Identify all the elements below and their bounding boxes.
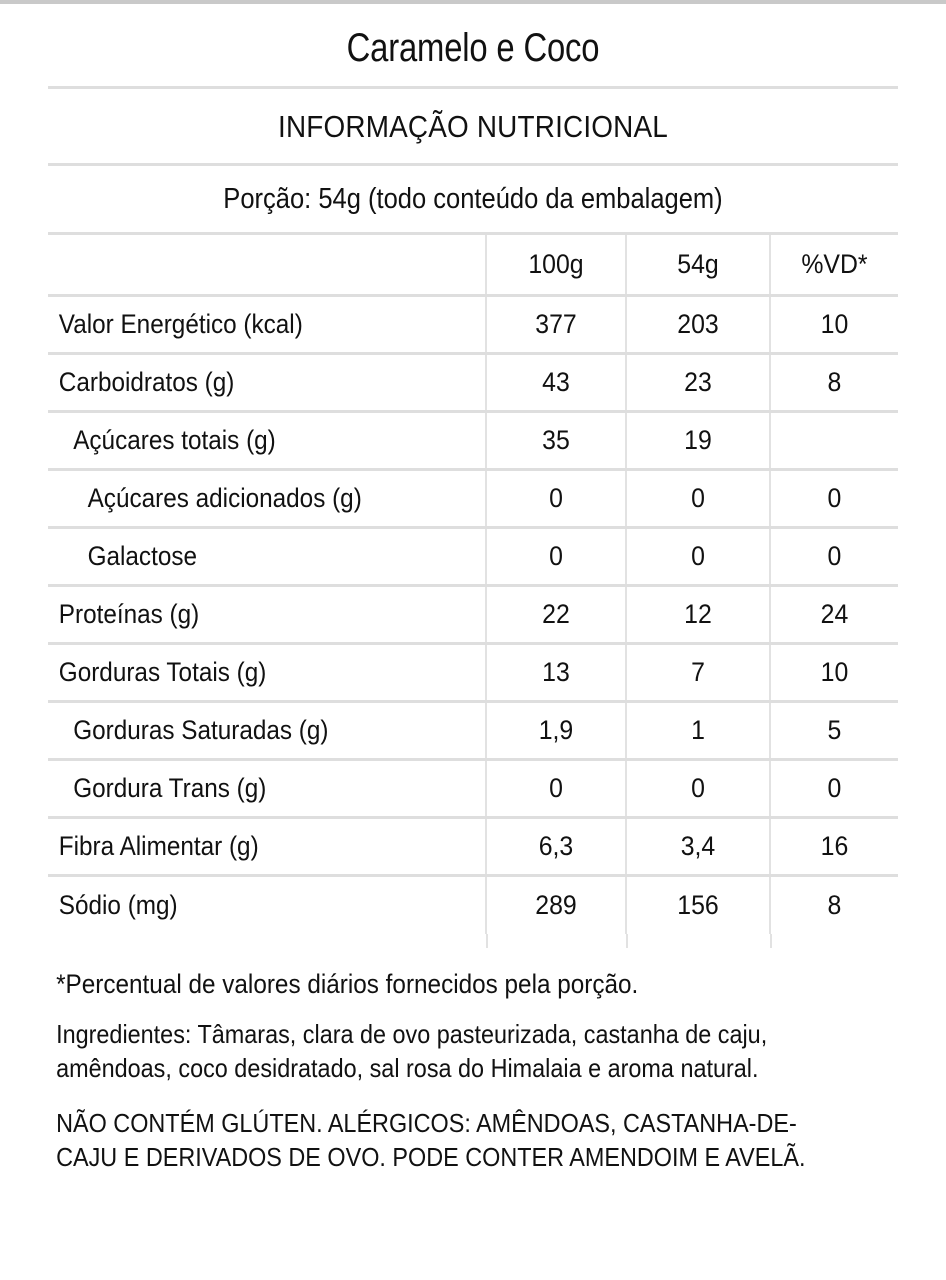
- table-row: [48, 586, 898, 644]
- nutrient-name-cell: Sódio (mg): [48, 876, 442, 934]
- column-header-per-serving: 54g: [632, 234, 764, 296]
- value-cell-per-serving: 3,4: [632, 818, 764, 876]
- table-row: [48, 412, 898, 470]
- nutrient-name-cell: Proteínas (g): [48, 586, 442, 644]
- table-row: [48, 470, 898, 528]
- value-cell-per-100g: 0: [492, 760, 621, 818]
- value-cell-per-100g: 13: [492, 644, 621, 702]
- value-cell-per-100g: 6,3: [492, 818, 621, 876]
- value-cell-per-serving: 12: [632, 586, 764, 644]
- table-row: [48, 760, 898, 818]
- table-column-separator-tails: [48, 934, 898, 948]
- value-cell-per-100g: 43: [492, 354, 621, 412]
- column-header-per-100g: 100g: [492, 234, 621, 296]
- table-header-row: [48, 234, 898, 296]
- value-cell-per-100g: 1,9: [492, 702, 621, 760]
- nutrient-name-cell: Galactose: [48, 528, 442, 586]
- value-cell-per-100g: 35: [492, 412, 621, 470]
- nutrient-name-cell: Fibra Alimentar (g): [48, 818, 442, 876]
- value-cell-percent-vd: 16: [775, 818, 893, 876]
- value-cell-percent-vd: 0: [775, 760, 893, 818]
- table-row: [48, 354, 898, 412]
- value-cell-per-100g: 22: [492, 586, 621, 644]
- product-title: Caramelo e Coco: [346, 26, 600, 70]
- nutrition-table: [48, 232, 898, 934]
- ingredients-text: Ingredientes: Tâmaras, clara de ovo pasteurizada, castanha de caju, amêndoas, coco desidratado, sal rosa do Himalaia e aroma natural.: [56, 1019, 768, 1084]
- nutrient-name-cell: Gorduras Saturadas (g): [48, 702, 442, 760]
- table-row: [48, 528, 898, 586]
- table-row: [48, 644, 898, 702]
- nutrition-table-head: [48, 234, 898, 296]
- value-cell-percent-vd: 10: [775, 296, 893, 354]
- nutrient-name-cell: Açúcares adicionados (g): [48, 470, 442, 528]
- value-cell-per-serving: 1: [632, 702, 764, 760]
- value-cell-percent-vd: 5: [775, 702, 893, 760]
- section-heading-nutritional-information: INFORMAÇÃO NUTRICIONAL: [278, 109, 668, 144]
- nutrient-name-cell: Gorduras Totais (g): [48, 644, 442, 702]
- value-cell-percent-vd: 8: [775, 354, 893, 412]
- table-row: [48, 702, 898, 760]
- value-cell-per-serving: 7: [632, 644, 764, 702]
- value-cell-per-serving: 156: [632, 876, 764, 934]
- nutrient-name-cell: Açúcares totais (g): [48, 412, 442, 470]
- value-cell-per-100g: 0: [492, 470, 621, 528]
- table-row: [48, 818, 898, 876]
- value-cell-per-serving: 23: [632, 354, 764, 412]
- nutrient-name-cell: Valor Energético (kcal): [48, 296, 442, 354]
- table-row: [48, 876, 898, 934]
- value-cell-per-serving: 0: [632, 528, 764, 586]
- nutrition-table-body: [48, 296, 898, 934]
- value-cell-per-serving: 19: [632, 412, 764, 470]
- percent-vd-footnote: *Percentual de valores diários fornecidos pela porção.: [56, 968, 639, 999]
- column-header-percent-vd: %VD*: [775, 234, 893, 296]
- value-cell-per-serving: 0: [632, 470, 764, 528]
- value-cell-percent-vd: 10: [775, 644, 893, 702]
- value-cell-per-100g: 0: [492, 528, 621, 586]
- portion-line: Porção: 54g (todo conteúdo da embalagem): [223, 183, 723, 215]
- value-cell-per-100g: 377: [492, 296, 621, 354]
- table-row: [48, 296, 898, 354]
- column-header-nutrient: [48, 234, 442, 296]
- value-cell-percent-vd: 0: [775, 528, 893, 586]
- value-cell-per-serving: 0: [632, 760, 764, 818]
- allergen-warning-text: NÃO CONTÉM GLÚTEN. ALÉRGICOS: AMÊNDOAS, CASTANHA-DE-CAJU E DERIVADOS DE OVO. PODE CONTER AMENDOIM E AVELÃ.: [56, 1108, 806, 1173]
- nutrient-name-cell: Carboidratos (g): [48, 354, 442, 412]
- nutrient-name-cell: Gordura Trans (g): [48, 760, 442, 818]
- value-cell-percent-vd: 8: [775, 876, 893, 934]
- value-cell-percent-vd: 24: [775, 586, 893, 644]
- value-cell-percent-vd: [775, 412, 893, 470]
- value-cell-per-100g: 289: [492, 876, 621, 934]
- nutrition-label-page: [0, 26, 946, 1175]
- value-cell-per-serving: 203: [632, 296, 764, 354]
- top-edge-bar: [0, 0, 946, 4]
- value-cell-percent-vd: 0: [775, 470, 893, 528]
